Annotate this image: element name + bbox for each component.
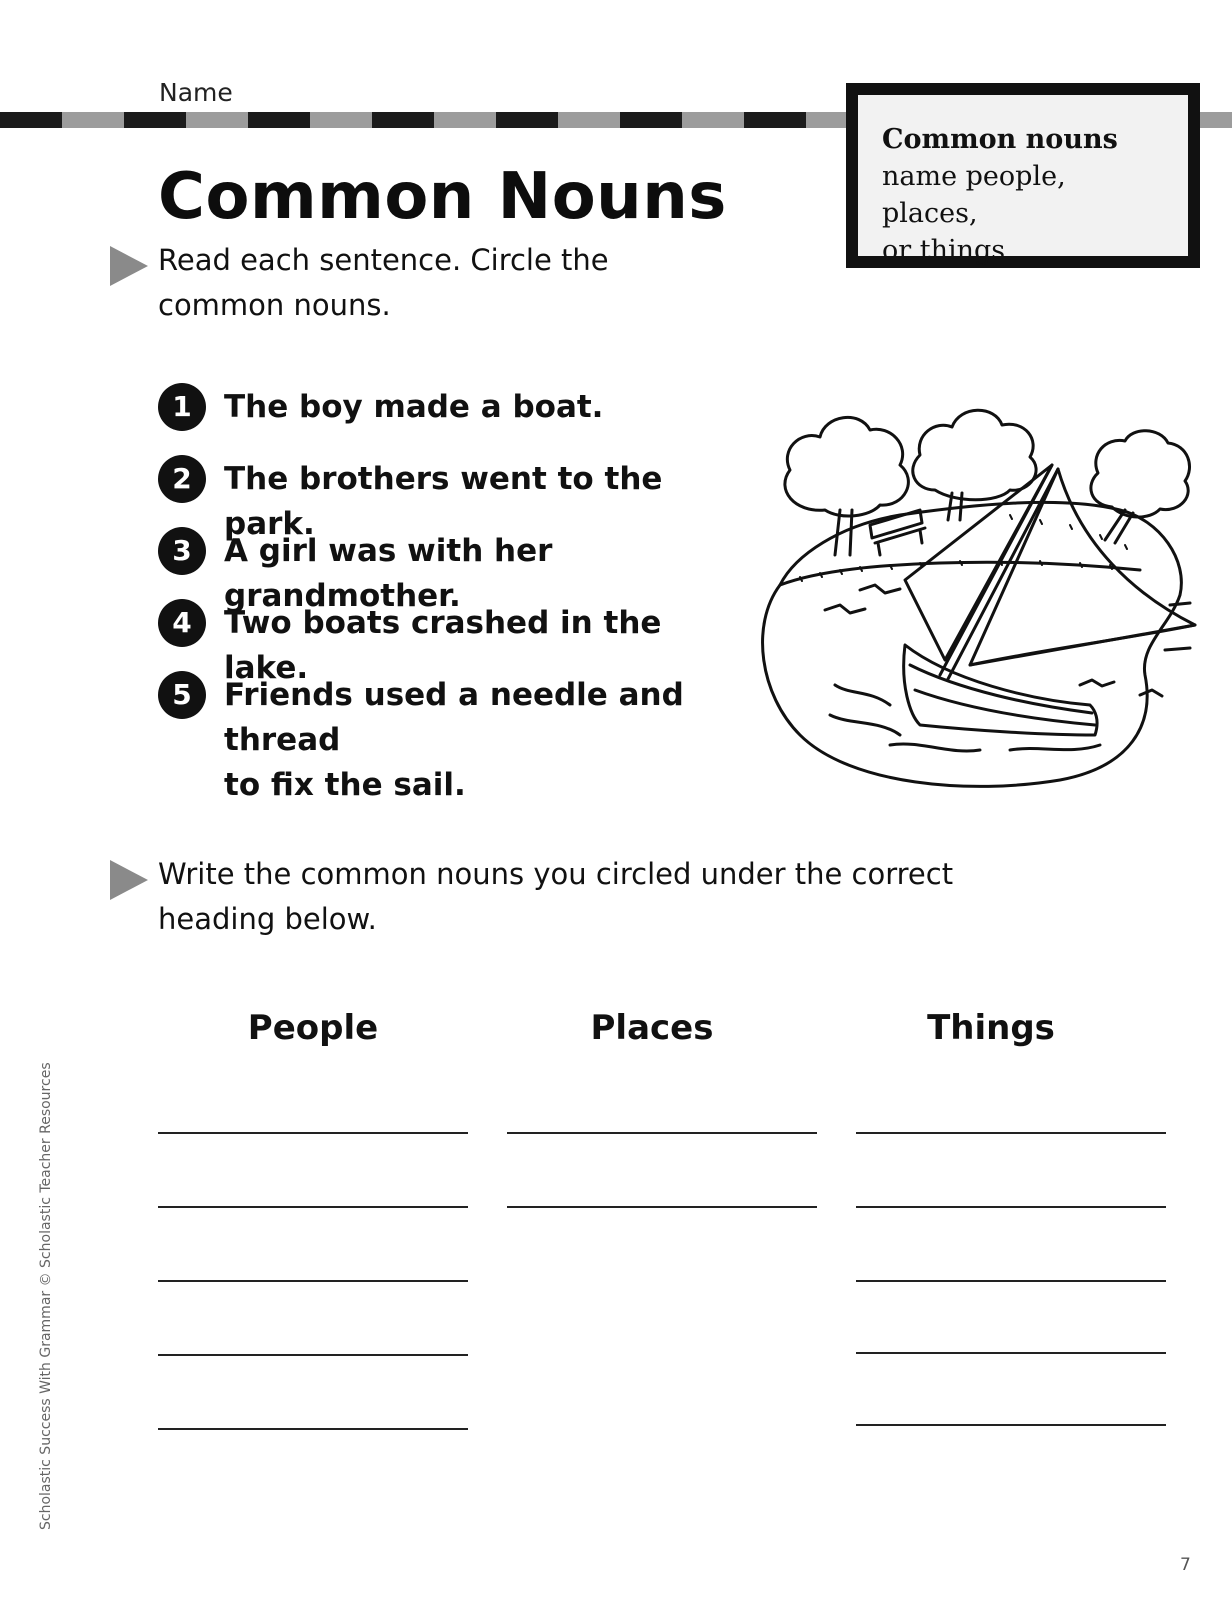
answer-line-people[interactable]	[158, 1354, 468, 1356]
number-badge: 3	[158, 527, 206, 575]
heading-people: People	[247, 1008, 379, 1048]
park-sailboat-illustration-icon	[740, 395, 1220, 805]
answer-line-people[interactable]	[158, 1280, 468, 1282]
name-label: Name	[159, 78, 233, 107]
answer-line-things[interactable]	[856, 1424, 1166, 1426]
definition-content	[858, 95, 1188, 266]
answer-line-people[interactable]	[158, 1132, 468, 1134]
answer-line-things[interactable]	[856, 1280, 1166, 1282]
heading-things: Things	[927, 1008, 1055, 1048]
definition-text-line1: name people, places,	[882, 161, 1066, 229]
answer-line-things[interactable]	[856, 1132, 1166, 1134]
answer-line-people[interactable]	[158, 1428, 468, 1430]
copyright-credit: Scholastic Success With Grammar © Scholastic Teacher Resources	[38, 1062, 54, 1530]
number-badge: 5	[158, 671, 206, 719]
sentence-text: A girl was with her grandmother.	[224, 533, 553, 614]
directions-1-line1: Read each sentence. Circle the	[158, 243, 609, 277]
directions-arrow-icon	[110, 860, 148, 900]
directions-arrow-icon	[110, 246, 148, 286]
definition-term: Common nouns	[882, 124, 1118, 155]
number-badge: 1	[158, 383, 206, 431]
sentence-text: The boy made a boat.	[224, 389, 604, 425]
sentence-text: The brothers went to the park.	[224, 461, 663, 542]
sentence-text-line1: Friends used a needle and thread	[224, 677, 684, 758]
page-title: Common Nouns	[158, 160, 727, 234]
heading-places: Places	[590, 1008, 714, 1048]
directions-2-line1: Write the common nouns you circled under the correct	[158, 857, 954, 891]
answer-line-people[interactable]	[158, 1206, 468, 1208]
number-badge: 2	[158, 455, 206, 503]
page-number: 7	[1180, 1555, 1191, 1575]
sentence-text-line2: to fix the sail.	[224, 767, 466, 803]
answer-line-places[interactable]	[507, 1132, 817, 1134]
sentence-text: Two boats crashed in the lake.	[224, 605, 662, 686]
directions-1-line2: common nouns.	[158, 288, 391, 322]
definition-box	[846, 83, 1200, 268]
answer-line-places[interactable]	[507, 1206, 817, 1208]
answer-line-things[interactable]	[856, 1352, 1166, 1354]
definition-text-line2: or things.	[882, 235, 1014, 266]
sentence-text	[224, 673, 744, 808]
directions-2-line2: heading below.	[158, 902, 377, 936]
directions-1	[158, 238, 609, 328]
directions-2	[158, 852, 953, 942]
answer-line-things[interactable]	[856, 1206, 1166, 1208]
number-badge: 4	[158, 599, 206, 647]
